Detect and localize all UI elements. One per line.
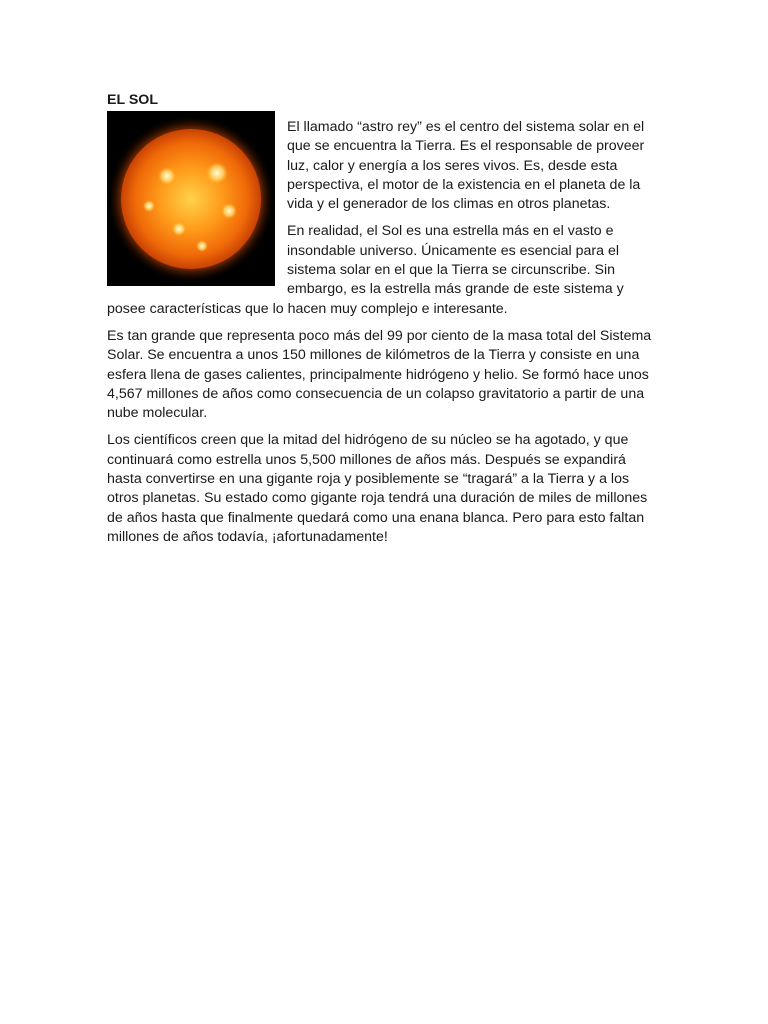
- document-page: [107, 91, 660, 555]
- document-title: EL SOL: [107, 92, 158, 108]
- paragraph-2: En realidad, el Sol es una estrella más en el vasto e insondable universo. Únicamente es esencial para el sistema solar en el que la Tierra se circunscribe. Sin embargo, es la estrella más grande de este sistema y posee características que lo hacen muy complejo e interesante.: [107, 223, 624, 317]
- paragraph-3: Es tan grande que representa poco más del 99 por ciento de la masa total del Sistema Solar. Se encuentra a unos 150 millones de kilómetros de la Tierra y consiste en una esfera llena de gases calientes, principalmente hidrógeno y helio. Se formó hace unos 4,567 millones de años como consecuencia de un colapso gravitatorio a partir de una nube molecular.: [107, 327, 652, 422]
- sun-image: [107, 111, 275, 286]
- sun-photo-icon: [107, 111, 275, 286]
- paragraph-4: Los científicos creen que la mitad del hidrógeno de su núcleo se ha agotado, y que continuará como estrella unos 5,500 millones de años más. Después se expandirá hasta convertirse en una gigante roja y posiblemente se “tragará” a la Tierra y a los otros planetas. Su estado como gigante roja tendrá una duración de miles de millones de años hasta que finalmente quedará como una enana blanca. Pero para esto faltan millones de años todavía, ¡afortunadamente!: [107, 432, 648, 545]
- paragraph-1: El llamado “astro rey” es el centro del sistema solar en el que se encuentra la Tierra. Es el responsable de proveer luz, calor y energía a los seres vivos. Es, desde esta perspectiva, el motor de la existencia en el planeta de la vida y el generador de los climas en otros planetas.: [287, 119, 645, 213]
